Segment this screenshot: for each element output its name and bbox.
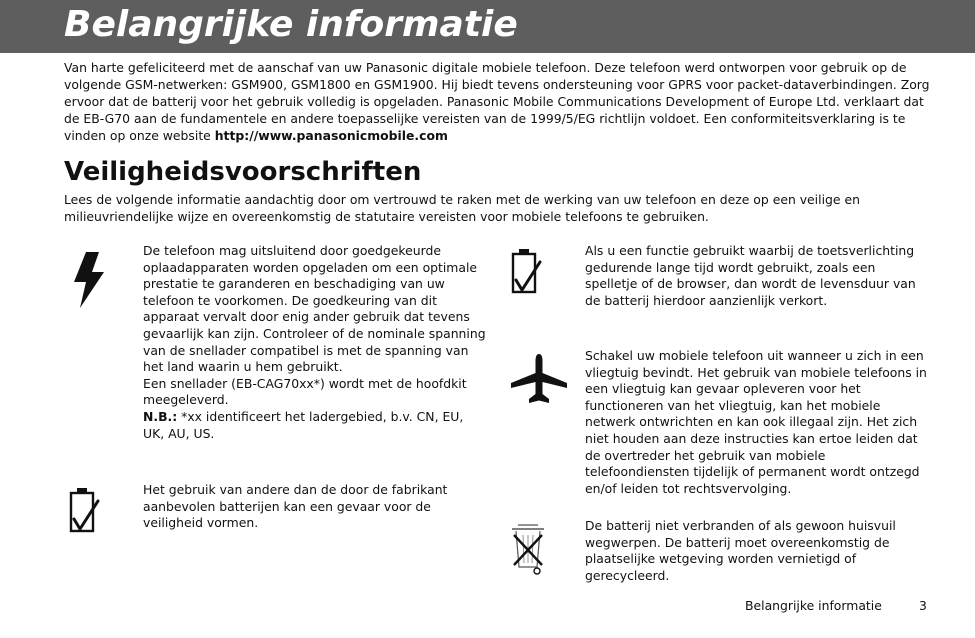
footer-section-label: Belangrijke informatie	[745, 598, 882, 613]
backlight-text: Als u een functie gebruikt waarbij de toetsverlichting gedurende lange tijd wordt gebruikt, zoals een spelletje of de browser, dan wordt de levensduur van de batterij hierdoor aanzienlijk verkort.	[585, 243, 916, 308]
battery-check-icon	[510, 248, 544, 296]
page-number: 3	[919, 598, 927, 613]
airplane-icon	[509, 352, 569, 406]
website-link[interactable]: http://www.panasonicmobile.com	[214, 127, 448, 143]
lightning-bolt-icon	[66, 250, 112, 310]
page-title: Belangrijke informatie	[64, 4, 518, 45]
note-text: *xx identificeert het ladergebied, b.v. CN, EU, UK, AU, US.	[143, 408, 464, 441]
disposal-text: De batterij niet verbranden of als gewoon huisvuil wegwerpen. De batterij moet overeenkomstig de plaatselijke wetgeving worden vernietigd of gerecycleerd.	[585, 518, 896, 583]
note-label: N.B.:	[143, 408, 178, 424]
batteries-text: Het gebruik van andere dan de door de fabrikant aanbevolen batterijen kan een gevaar voor de veiligheid vormen.	[143, 482, 448, 531]
charger-paragraph-1: De telefoon mag uitsluitend door goedgekeurde oplaadapparaten worden opgeladen om een optimale prestatie te garanderen en beschadiging van uw telefoon te voorkomen. De goedkeuring van dit apparaat vervalt door enig ander gebruik dat tevens gevaarlijk kan zijn. Controleer of de nominale spanning van de snellader compatibel is met de spanning van het land waarin u hem gebruikt.	[143, 243, 486, 375]
intro-paragraph	[64, 60, 934, 145]
charger-text	[143, 243, 488, 442]
section-intro: Lees de volgende informatie aandachtig door om vertrouwd te raken met de werking van uw telefoon en deze op een veilige en milieuvriendelijke wijze en overeenkomstig de statutaire vereisten voor mobiele telefoons te gebruiken.	[64, 192, 860, 224]
charger-paragraph-2: Een snellader (EB-CAG70xx*) wordt met de hoofdkit meegeleverd.	[143, 375, 467, 408]
crossed-bin-icon	[508, 521, 548, 577]
section-title: Veiligheidsvoorschriften	[64, 157, 422, 187]
battery-check-icon	[68, 487, 102, 535]
intro-text: Van harte gefeliciteerd met de aanschaf van uw Panasonic digitale mobiele telefoon. Deze telefoon werd ontworpen voor gebruik op de volgende GSM-netwerken: GSM900, GSM1800 en GSM1900. Hij biedt tevens ondersteuning voor GPRS voor packet-dataverbindingen. Zorg ervoor dat de batterij voor het gebruik volledig is opgeladen. Panasonic Mobile Communications Development of Europe Ltd. verklaart dat de EB-G70 aan de fundamentele en andere toepasselijke vereisten van de 1999/5/EG richtlijn voldoet. Een conformiteitsverklaring is te vinden op onze website	[64, 60, 930, 143]
aircraft-text: Schakel uw mobiele telefoon uit wanneer u zich in een vliegtuig bevindt. Het gebruik van mobiele telefoons in een vliegtuig kan gevaar opleveren voor het functioneren van het vliegtuig, kan het mobiele netwerk ontwrichten en kan ook illegaal zijn. Het zich niet houden aan deze instructies kan ertoe leiden dat de overtreder het gebruik van mobiele telefoondiensten tijdelijk of permanent wordt ontzegd en/of leiden tot rechtsvervolging.	[585, 348, 927, 496]
